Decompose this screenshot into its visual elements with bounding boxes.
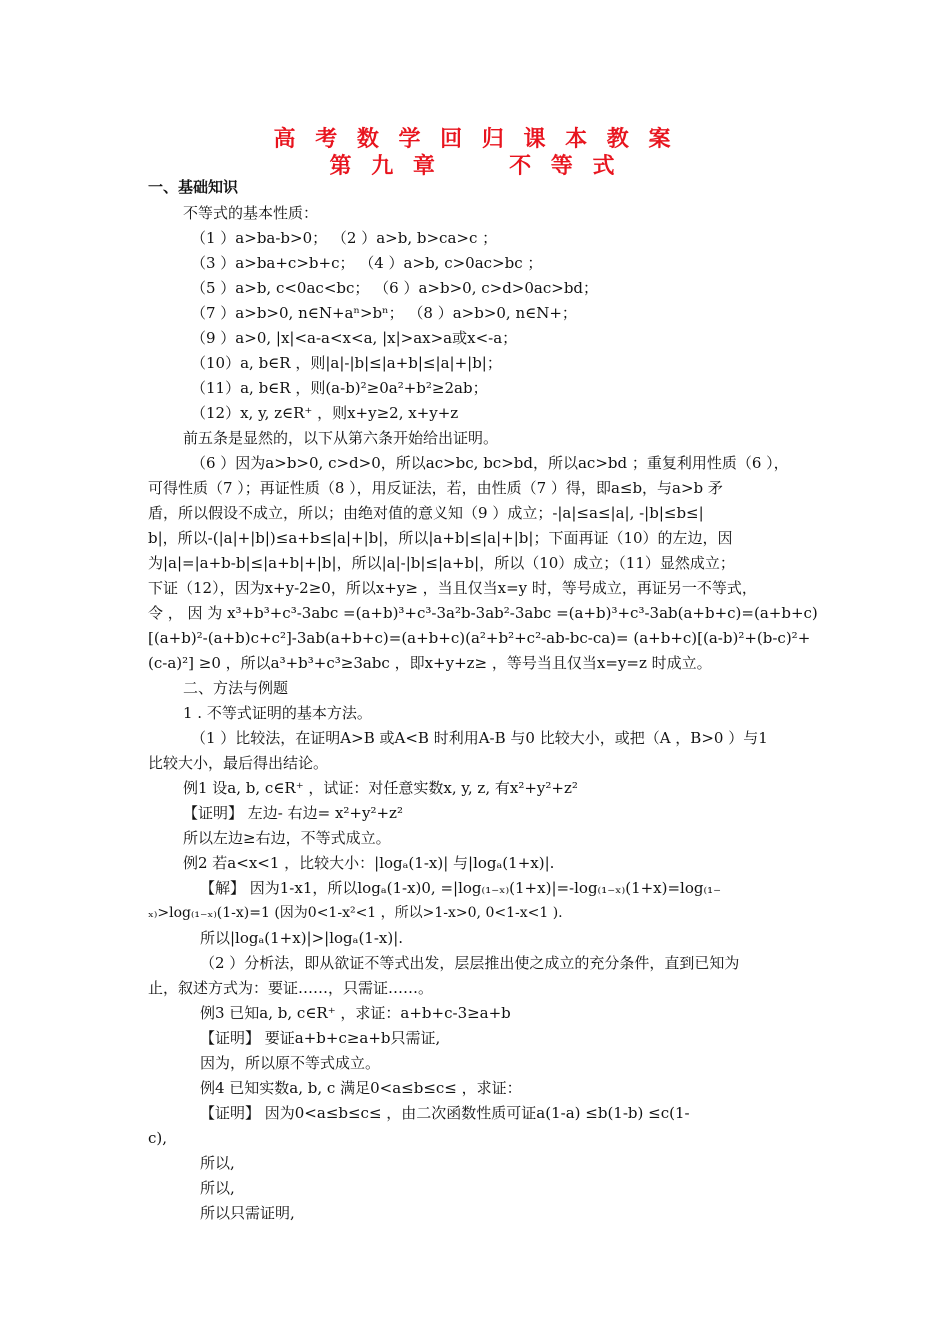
text-line: （5 ）a>b, c<0ac<bc； （6 ）a>b>0, c>d>0ac>bd；: [191, 279, 599, 297]
text-line: （11）a, b∈R ，则(a-b)²≥0a²+b²≥2ab；: [191, 379, 488, 397]
text-line: 例1 设a, b, c∈R⁺ ，试证：对任意实数x, y, z, 有x²+y²+z²: [183, 779, 578, 797]
text-line: 前五条是显然的，以下从第六条开始给出证明。: [183, 429, 499, 447]
text-line: 因为，所以原不等式成立。: [200, 1054, 381, 1072]
text-line: c),: [148, 1129, 168, 1147]
text-line: 所以,: [200, 1179, 235, 1197]
text-line: （2 ）分析法，即从欲证不等式出发，层层推出使之成立的充分条件，直到已知为: [200, 954, 740, 972]
text-line: 比较大小，最后得出结论。: [148, 754, 329, 772]
text-line: b|，所以-(|a|+|b|)≤a+b≤|a|+|b|，所以|a+b|≤|a|+|b|；下面再证（10）的左边，因: [148, 529, 733, 547]
text-line: 【证明】 左边- 右边= x²+y²+z²: [183, 804, 403, 822]
text-line: [(a+b)²-(a+b)c+c²]-3ab(a+b+c)=(a+b+c)(a²+b²+c²-ab-bc-ca)= (a+b+c)[(a-b)²+(b-c)²+: [148, 629, 811, 647]
text-line: (c-a)²] ≥0 ，所以a³+b³+c³≥3abc ，即x+y+z≥ ，等号当且仅当x=y=z 时成立。: [148, 654, 712, 672]
text-line: 令 ， 因 为 x³+b³+c³-3abc =(a+b)³+c³-3a²b-3ab²-3abc =(a+b)³+c³-3ab(a+b+c)=(a+b+c): [148, 604, 818, 622]
text-line: 所以只需证明,: [200, 1204, 295, 1222]
text-line: 一、基础知识: [148, 178, 239, 196]
text-line: （12）x, y, z∈R⁺ ，则x+y≥2, x+y+z: [191, 404, 459, 422]
text-line: 可得性质（7 ）；再证性质（8 ），用反证法，若，由性质（7 ）得，即a≤b，与a>b 矛: [148, 479, 723, 497]
text-line: （1 ）a>ba-b>0； （2 ）a>b, b>ca>c ；: [191, 229, 498, 247]
text-line: 1 . 不等式证明的基本方法。: [183, 704, 372, 722]
text-line: 二、方法与例题: [183, 679, 289, 697]
text-line: （10）a, b∈R ，则|a|-|b|≤|a+b|≤|a|+|b|；: [191, 354, 502, 372]
text-line: （3 ）a>ba+c>b+c； （4 ）a>b, c>0ac>bc ；: [191, 254, 543, 272]
text-line: 为|a|=|a+b-b|≤|a+b|+|b|，所以|a|-|b|≤|a+b|，所以（10）成立；（11）显然成立；: [148, 554, 735, 572]
text-line: 所以|logₐ(1+x)|>|logₐ(1-x)|.: [200, 929, 404, 947]
text-line: ₓ₎>log₍₁₋ₓ₎(1-x)=1 (因为0<1-x²<1 ，所以>1-x>0, 0<1-x<1 ).: [148, 905, 563, 921]
text-line: 所以左边≥右边，不等式成立。: [183, 829, 391, 847]
text-line: （7 ）a>b>0, n∈N+aⁿ>bⁿ； （8 ）a>b>0, n∈N+；: [191, 304, 577, 322]
text-line: （1 ）比较法，在证明A>B 或A<B 时利用A-B 与0 比较大小，或把（A ，B>0 ）与1: [191, 729, 768, 747]
text-line: 盾，所以假设不成立，所以；由绝对值的意义知（9 ）成立；-|a|≤a≤|a|, -|b|≤b≤|: [148, 504, 704, 522]
text-line: 例2 若a<x<1 ，比较大小：|logₐ(1-x)| 与|logₐ(1+x)|.: [183, 854, 555, 872]
text-line: 例4 已知实数a, b, c 满足0<a≤b≤c≤ ，求证：: [200, 1079, 522, 1097]
chapter-title: 第 九 章 不 等 式: [329, 154, 621, 179]
text-line: 所以,: [200, 1154, 235, 1172]
text-line: 下证（12），因为x+y-2≥0，所以x+y≥ ，当且仅当x=y 时，等号成立，再证另一不等式，: [148, 579, 757, 597]
text-line: 【证明】 因为0<a≤b≤c≤ ，由二次函数性质可证a(1-a) ≤b(1-b) ≤c(1-: [200, 1104, 690, 1122]
text-line: （9 ）a>0, |x|<a-a<x<a, |x|>ax>a或x<-a；: [191, 329, 518, 347]
text-line: （6 ）因为a>b>0, c>d>0，所以ac>bc, bc>bd，所以ac>bd ；重复利用性质（6 ），: [191, 454, 789, 472]
text-line: 例3 已知a, b, c∈R⁺ ，求证：a+b+c-3≥a+b: [200, 1004, 511, 1022]
document-title: 高 考 数 学 回 归 课 本 教 案: [273, 127, 677, 152]
text-line: 【解】 因为1-x1，所以logₐ(1-x)0, =|log₍₁₋ₓ₎(1+x)|=-log₍₁₋ₓ₎(1+x)=log₍₁₋: [200, 879, 722, 897]
text-line: 不等式的基本性质：: [183, 204, 319, 222]
text-line: 止，叙述方式为：要证……，只需证……。: [148, 979, 434, 997]
text-line: 【证明】 要证a+b+c≥a+b只需证,: [200, 1029, 441, 1047]
